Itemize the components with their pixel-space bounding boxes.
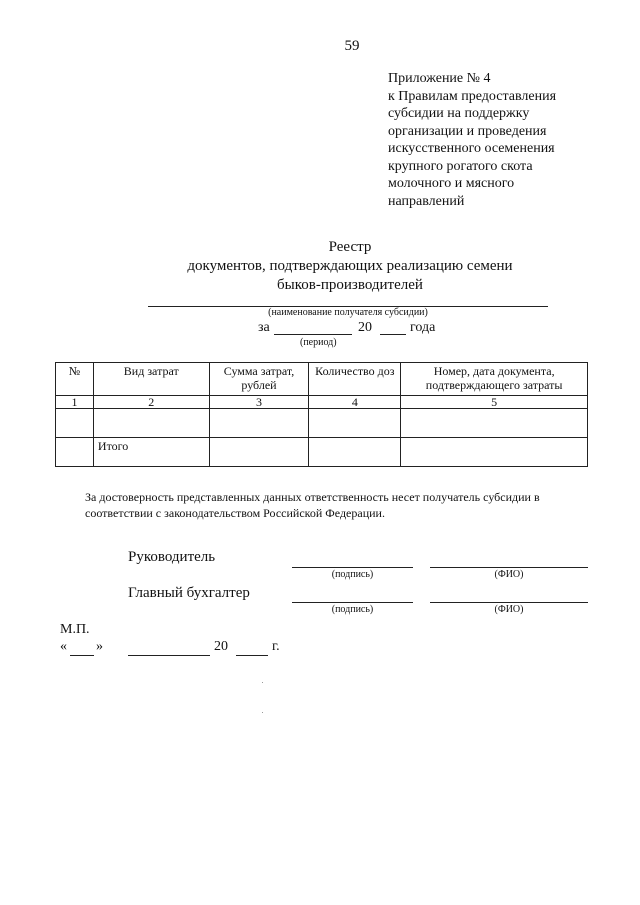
column-header: № [56, 363, 94, 396]
title-line-1: Реестр [328, 239, 372, 255]
responsibility-statement: За достоверность представленных данных ответственность несет получатель субсидии в соответствии с законодательством Российской Федерации. [85, 490, 540, 520]
table-cell [309, 409, 401, 438]
page-number: 59 [344, 38, 360, 54]
column-header: Сумма затрат, рублей [209, 363, 309, 396]
scan-speck [262, 712, 263, 713]
accountant-label: Главный бухгалтер [128, 585, 250, 601]
column-number-row [56, 396, 588, 409]
table-cell [56, 409, 94, 438]
table-header-row [56, 363, 588, 396]
table-cell [401, 409, 588, 438]
date-close-quote: » [96, 639, 103, 654]
column-number: 2 [93, 396, 209, 409]
date-day-line [70, 655, 94, 656]
appendix-line: к Правилам предоставления [388, 88, 557, 104]
date-open-quote: « [60, 639, 67, 654]
period-goda: года [410, 320, 436, 335]
period-blank-line [274, 334, 352, 335]
column-number: 4 [309, 396, 401, 409]
appendix-line: Приложение № 4 [388, 71, 491, 86]
appendix-line: направлений [388, 193, 465, 209]
column-number: 5 [401, 396, 588, 409]
accountant-name-line [430, 602, 588, 603]
title-line-3: быков-производителей [277, 277, 423, 293]
date-year-prefix: 20 [214, 639, 228, 654]
accountant-name-caption: (ФИО) [494, 604, 524, 615]
head-signature-line [292, 567, 413, 568]
date-month-line [128, 655, 210, 656]
table-cell [209, 438, 309, 467]
head-signature-caption: (подпись) [331, 569, 374, 580]
total-row [56, 438, 588, 467]
appendix-line: субсидии на поддержку [388, 106, 530, 121]
recipient-caption: (наименование получателя субсидии) [268, 307, 428, 318]
table-cell [56, 438, 94, 467]
column-header: Номер, дата документа, подтверждающего затраты [401, 363, 588, 396]
table-cell [309, 438, 401, 467]
appendix-line: искусственного осеменения [388, 141, 555, 156]
head-label: Руководитель [128, 549, 216, 565]
head-name-line [430, 567, 588, 568]
document-title [120, 238, 580, 295]
registry-table [55, 362, 588, 467]
column-number: 1 [56, 396, 94, 409]
accountant-signature-caption: (подпись) [331, 604, 374, 615]
table-row [56, 409, 588, 438]
column-header: Количество доз [309, 363, 401, 396]
period-za: за [258, 320, 270, 335]
appendix-line: крупного рогатого скота [388, 158, 533, 174]
appendix-line: организации и проведения [388, 123, 547, 139]
title-line-2: документов, подтверждающих реализацию семени [187, 258, 513, 274]
appendix-line: молочного и мясного [388, 176, 515, 191]
accountant-signature-line [292, 602, 413, 603]
stamp-placeholder: М.П. [60, 622, 90, 637]
scan-speck [262, 682, 263, 683]
date-year-line [236, 655, 268, 656]
table-cell [209, 409, 309, 438]
appendix-block [388, 70, 556, 210]
total-label: Итого [93, 438, 209, 467]
table-cell [401, 438, 588, 467]
period-year-prefix: 20 [358, 320, 372, 335]
period-year-blank [380, 334, 406, 335]
date-year-suffix: г. [272, 639, 280, 654]
period-caption: (период) [300, 337, 337, 348]
table-cell [93, 409, 209, 438]
column-header: Вид затрат [93, 363, 209, 396]
column-number: 3 [209, 396, 309, 409]
head-name-caption: (ФИО) [494, 569, 524, 580]
